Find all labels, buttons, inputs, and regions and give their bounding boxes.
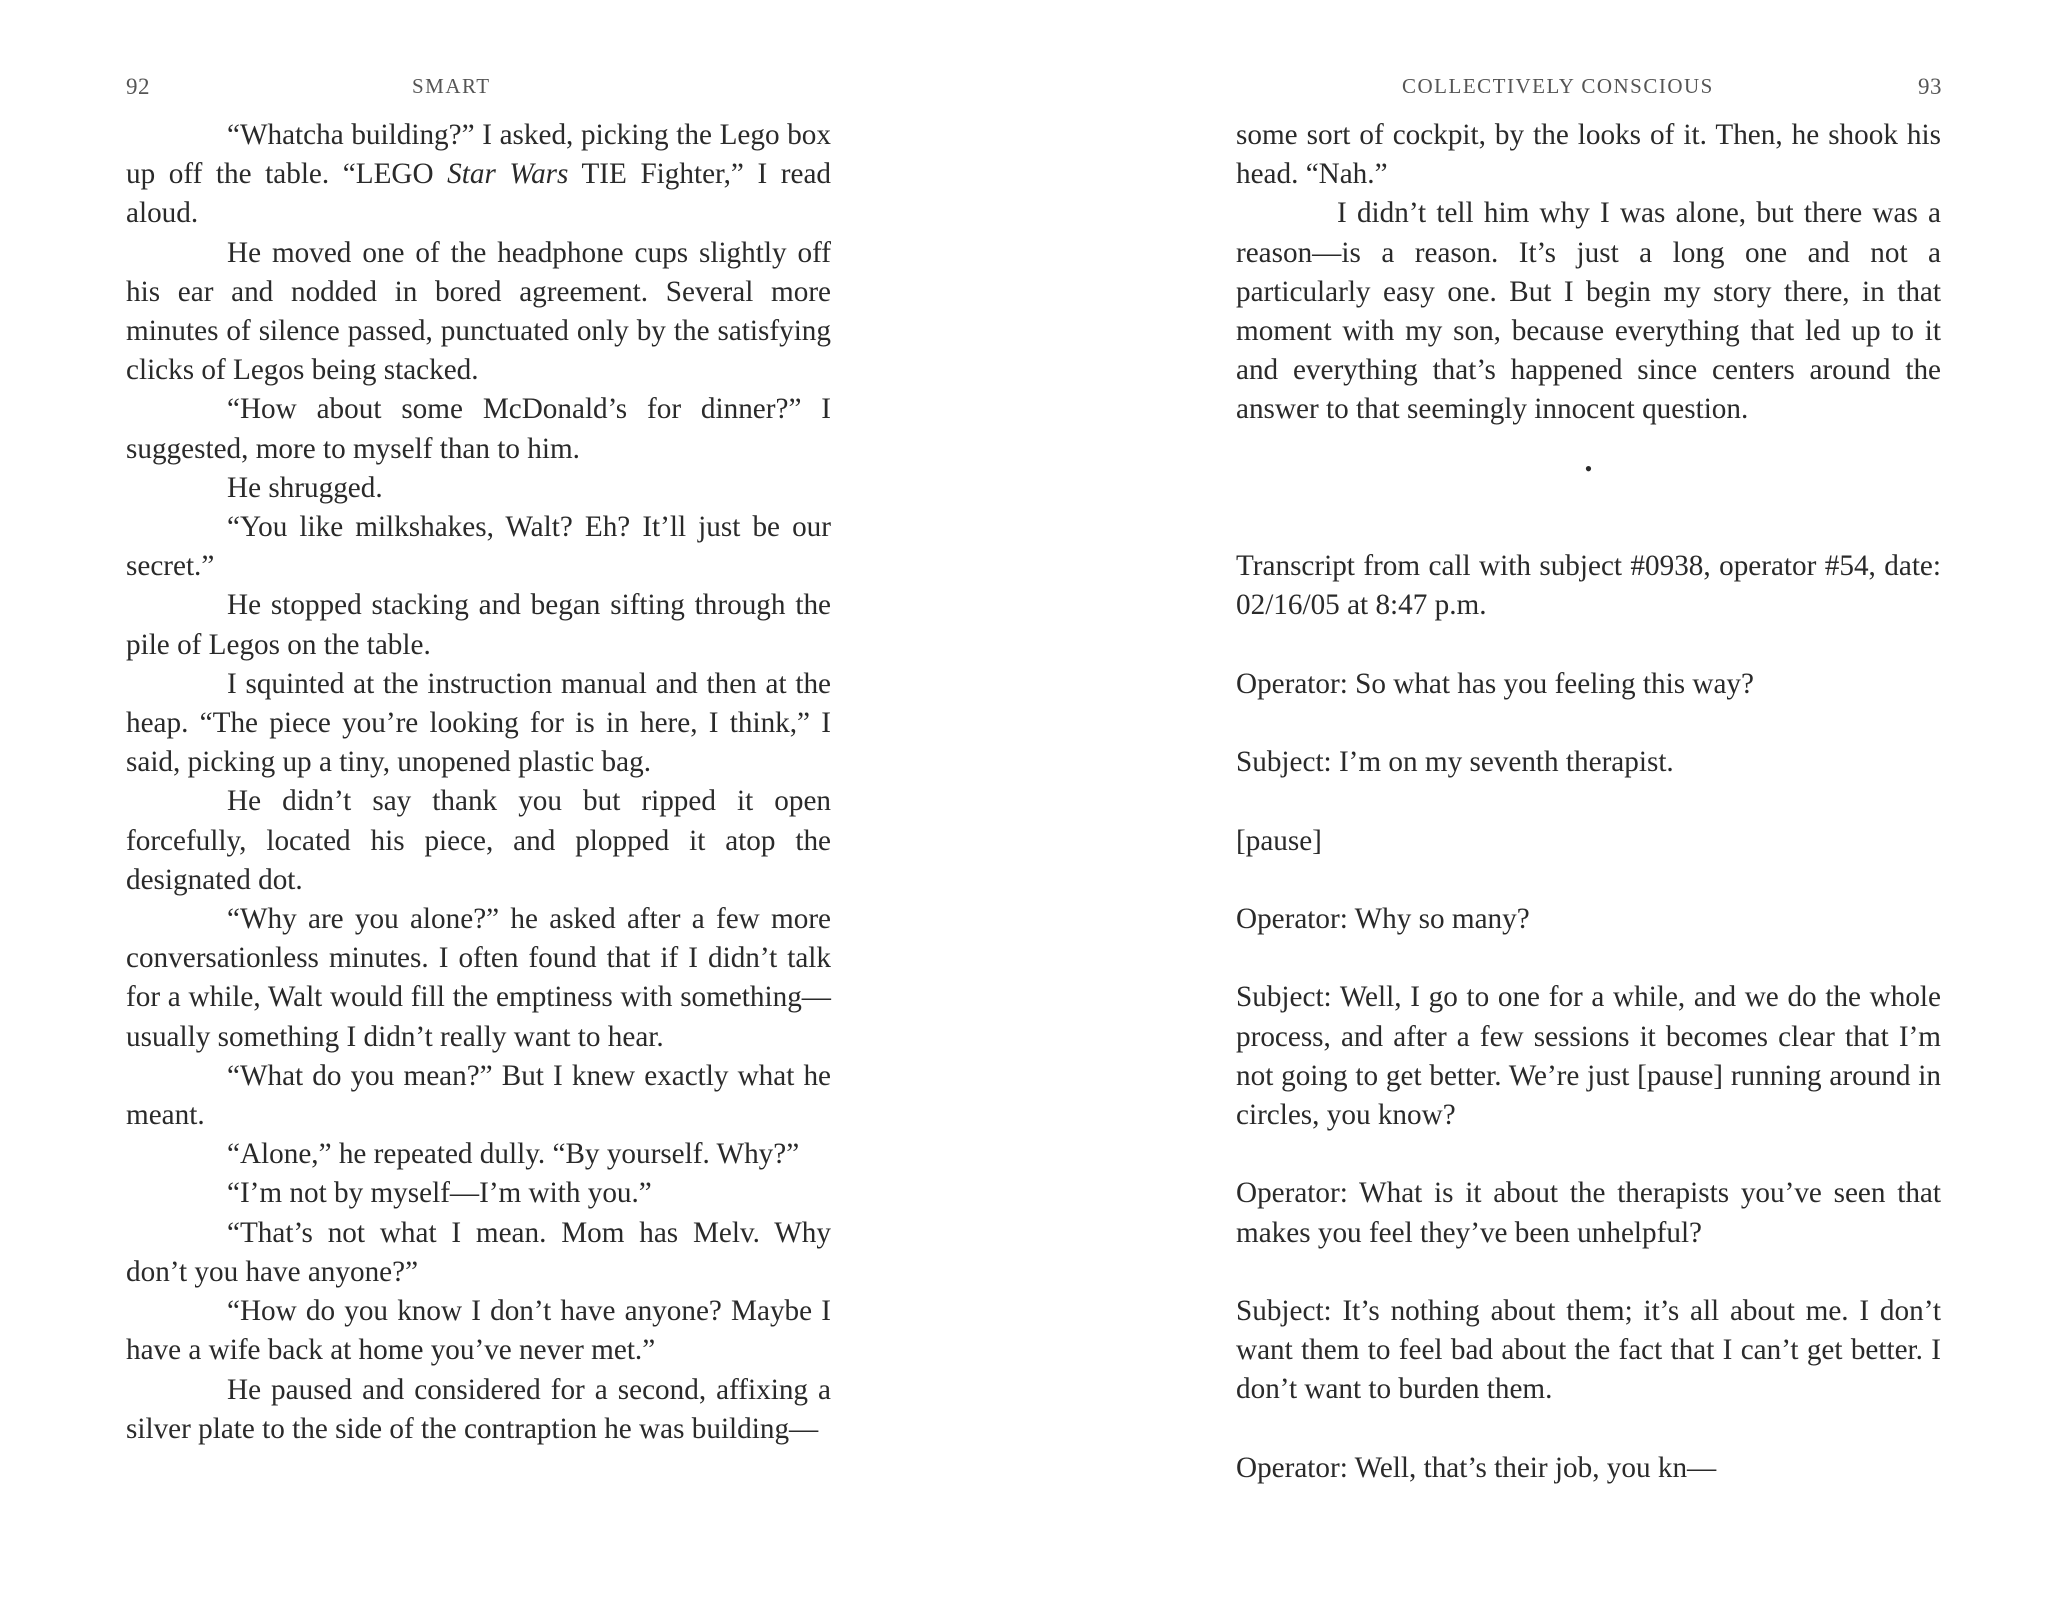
paragraph: I didn’t tell him why I was alone, but there was a reason—is a reason. It’s just a long one and not a particularly easy one. But I begin my story there, in that moment with my son, because everything that led up to it and everything that’s happened since centers around the answer to that seemingly innocent question. xyxy=(1236,197,1941,426)
paragraph-text: TIE Fighter,” I read aloud. xyxy=(126,158,831,230)
paragraph: “You like milkshakes, Walt? Eh? It’ll just be our secret.” xyxy=(126,511,831,583)
paragraph xyxy=(126,116,831,234)
left-body-text xyxy=(126,116,831,1449)
paragraph: “What do you mean?” But I knew exactly what he meant. xyxy=(126,1059,831,1132)
italic-title: Star Wars xyxy=(447,158,569,191)
page-number-right: 93 xyxy=(1918,74,1942,99)
paragraph-text: “Whatcha building?” I asked, picking the Lego box up off the table. “LEGO xyxy=(126,119,831,191)
paragraph: He didn’t say thank you but ripped it open forcefully, located his piece, and plopped it atop the designated dot. xyxy=(126,785,831,896)
paragraph: “I’m not by myself—I’m with you.” xyxy=(227,1177,652,1210)
transcript-line: [pause] xyxy=(1236,824,1322,857)
page-number-left: 92 xyxy=(126,74,150,99)
paragraph: “How about some McDonald’s for dinner?” I suggested, more to myself than to him. xyxy=(126,393,831,465)
paragraph: some sort of cockpit, by the looks of it. Then, he shook his head. “Nah.” xyxy=(1236,119,1941,191)
running-head-right: COLLECTIVELY CONSCIOUS xyxy=(1402,74,1714,98)
transcript-header: Transcript from call with subject #0938, operator #54, date: 02/16/05 at 8:47 p.m. xyxy=(1236,550,1941,622)
transcript-line: Operator: Why so many? xyxy=(1236,902,1530,935)
right-body-text xyxy=(1236,116,1941,1488)
paragraph: “That’s not what I mean. Mom has Melv. Why don’t you have anyone?” xyxy=(126,1216,831,1288)
right-page xyxy=(1024,0,2048,1598)
running-head-left: SMART xyxy=(412,74,491,98)
paragraph: He paused and considered for a second, affixing a silver plate to the side of the contraption he was building— xyxy=(126,1373,831,1445)
paragraph: “How do you know I don’t have anyone? Maybe I have a wife back at home you’ve never met.” xyxy=(126,1295,831,1367)
scene-break xyxy=(1236,430,1941,548)
transcript-line: Subject: I’m on my seventh therapist. xyxy=(1236,746,1674,779)
paragraph: He moved one of the headphone cups slightly off his ear and nodded in bored agreement. Several more minutes of silence passed, punctuated only by the satisfying clicks of Legos being stacked. xyxy=(126,236,831,387)
transcript-line: Operator: So what has you feeling this way? xyxy=(1236,667,1754,700)
transcript-line: Subject: It’s nothing about them; it’s all about me. I don’t want them to feel bad about the fact that I can’t get better. I don’t want to burden them. xyxy=(1236,1294,1941,1406)
paragraph: He stopped stacking and began sifting through the pile of Legos on the table. xyxy=(126,589,831,661)
paragraph: I squinted at the instruction manual and then at the heap. “The piece you’re looking for is in here, I think,” I said, picking up a tiny, unopened plastic bag. xyxy=(126,667,831,779)
scene-break-bullet: • xyxy=(1584,456,1593,482)
transcript-line: Subject: Well, I go to one for a while, and we do the whole process, and after a few sessions it becomes clear that I’m not going to get better. We’re just [pause] running around in circles, you know? xyxy=(1236,981,1941,1131)
paragraph: He shrugged. xyxy=(227,471,383,504)
paragraph: “Alone,” he repeated dully. “By yourself. Why?” xyxy=(227,1138,800,1171)
transcript-line: Operator: What is it about the therapists you’ve seen that makes you feel they’ve been unhelpful? xyxy=(1236,1177,1941,1249)
paragraph: “Why are you alone?” he asked after a few more conversationless minutes. I often found that if I didn’t talk for a while, Walt would fill the emptiness with something—usually something I didn’t really want to hear. xyxy=(126,903,831,1053)
transcript-line: Operator: Well, that’s their job, you kn— xyxy=(1236,1451,1717,1484)
